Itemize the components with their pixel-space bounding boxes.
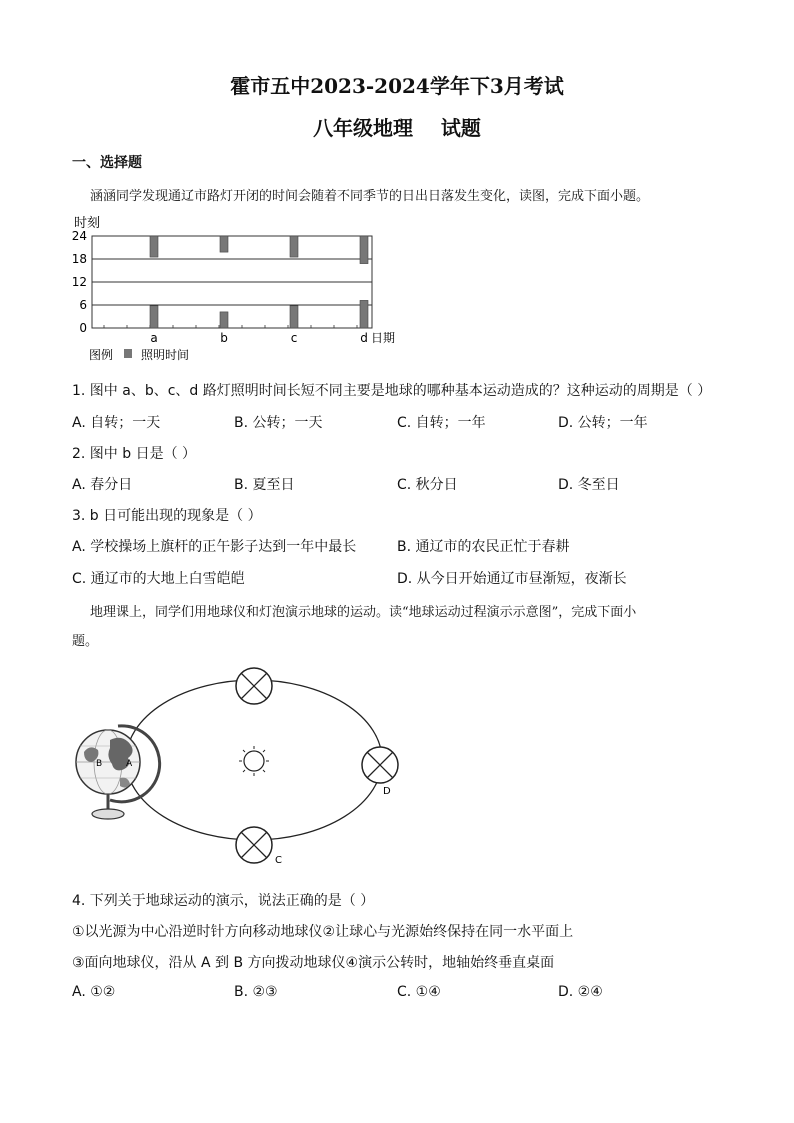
intro-text-2-line2: 题。: [72, 634, 99, 649]
q2-option-a[interactable]: A. 春分日: [72, 477, 133, 493]
legend-label: 图例: [89, 348, 114, 362]
x-tick-label: b: [220, 331, 228, 345]
bar-morning-d: [360, 300, 368, 328]
legend-swatch: [124, 349, 132, 358]
globe-icon: [76, 726, 160, 819]
bar-evening-d: [360, 236, 368, 264]
question-4: 4. 下列关于地球运动的演示，说法正确的是（ ）: [72, 893, 375, 909]
intro-text-1: 涵涵同学发现通辽市路灯开闭的时间会随着不同季节的日出日落发生变化，读图，完成下面小题。: [90, 189, 650, 204]
question-2: 2. 图中 b 日是（ ）: [72, 446, 197, 462]
lighting-time-chart: [60, 210, 420, 365]
q3-option-b[interactable]: B. 通辽市的农民正忙于春耕: [397, 539, 570, 555]
q3-option-d[interactable]: D. 从今日开始通辽市昼渐短，夜渐长: [397, 571, 627, 587]
x-tick-label: d: [360, 331, 368, 345]
y-axis-label: 时刻: [74, 216, 101, 231]
q3-option-c[interactable]: C. 通辽市的大地上白雪皑皑: [72, 571, 245, 587]
q2-option-c[interactable]: C. 秋分日: [397, 477, 458, 493]
x-tick-label: a: [150, 331, 158, 345]
bar-morning-b: [220, 312, 228, 328]
q2-option-b[interactable]: B. 夏至日: [234, 477, 295, 493]
earth-orbit-diagram: [70, 660, 410, 870]
question-1: 1. 图中 a、b、c、d 路灯照明时间长短不同主要是地球的哪种基本运动造成的？这种运动的周期是（ ）: [72, 383, 712, 399]
question-4-statement-2: ③面向地球仪，沿从 A 到 B 方向拨动地球仪④演示公转时，地轴始终垂直桌面: [72, 955, 555, 971]
q4-option-c[interactable]: C. ①④: [397, 984, 441, 1000]
label-b: B: [96, 759, 103, 769]
question-4-statement-1: ①以光源为中心沿逆时针方向移动地球仪②让球心与光源始终保持在同一水平面上: [72, 924, 574, 940]
q1-option-b[interactable]: B. 公转；一天: [234, 415, 323, 431]
bar-evening-c: [290, 236, 298, 257]
q1-option-a[interactable]: A. 自转；一天: [72, 415, 161, 431]
legend-item: 照明时间: [141, 348, 190, 362]
bar-evening-a: [150, 236, 158, 257]
q2-option-d[interactable]: D. 冬至日: [558, 477, 620, 493]
bar-evening-b: [220, 236, 228, 252]
q3-option-a[interactable]: A. 学校操场上旗杆的正午影子达到一年中最长: [72, 539, 357, 555]
x-tick-label: c: [290, 331, 298, 345]
y-tick-label: 18: [71, 252, 87, 266]
x-axis-label: 日期: [371, 331, 396, 345]
y-tick-label: 12: [71, 275, 87, 289]
section-heading: 一、选择题: [72, 155, 142, 171]
q1-option-c[interactable]: C. 自转；一年: [397, 415, 486, 431]
intro-text-2-line1: 地理课上，同学们用地球仪和灯泡演示地球的运动。读“地球运动过程演示示意图”，完成下面小: [90, 605, 637, 620]
exam-title: 霍市五中2023-2024学年下3月考试: [230, 74, 564, 98]
label-d: D: [383, 786, 391, 797]
earth-position-c: [236, 827, 272, 863]
q4-option-a[interactable]: A. ①②: [72, 984, 116, 1000]
exam-subtitle: 八年级地理 试题: [313, 116, 481, 140]
bar-morning-c: [290, 306, 298, 328]
y-tick-label: 0: [79, 321, 87, 335]
question-3: 3. b 日可能出现的现象是（ ）: [72, 508, 262, 524]
bar-morning-a: [150, 306, 158, 328]
chart-grid: [92, 236, 372, 328]
q4-option-b[interactable]: B. ②③: [234, 984, 278, 1000]
earth-position-d: [362, 747, 398, 783]
y-tick-label: 24: [71, 229, 87, 243]
sun-icon: [239, 746, 269, 776]
q4-option-d[interactable]: D. ②④: [558, 984, 603, 1000]
y-tick-label: 6: [79, 298, 87, 312]
label-c: C: [275, 855, 282, 866]
label-a: A: [126, 759, 133, 769]
q1-option-d[interactable]: D. 公转；一年: [558, 415, 648, 431]
earth-position-top: [236, 668, 272, 704]
